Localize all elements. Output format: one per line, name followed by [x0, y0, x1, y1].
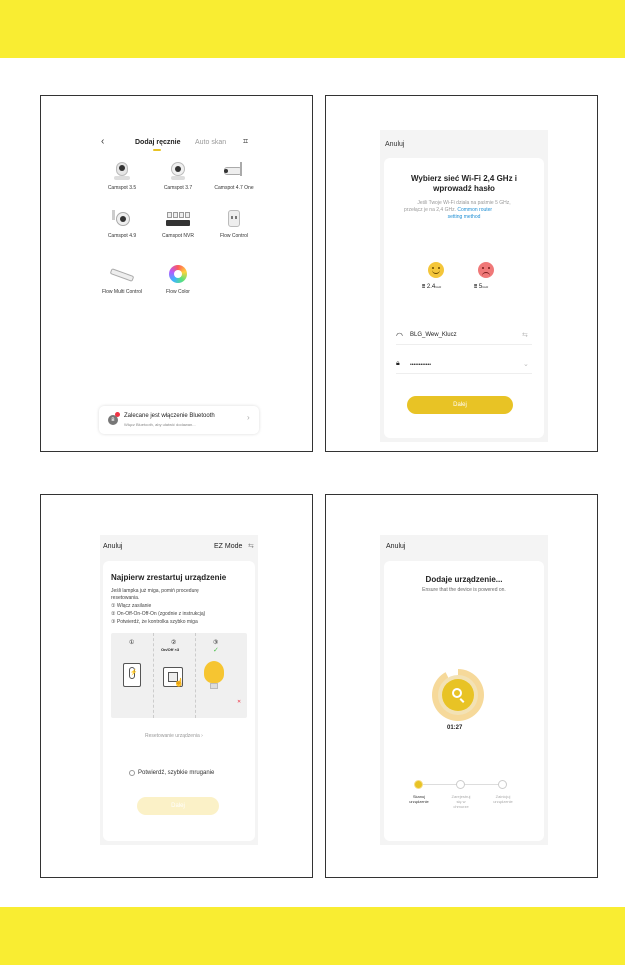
check-icon: ✓	[213, 647, 219, 654]
sad-face-icon	[478, 262, 494, 278]
wifi-card	[384, 158, 544, 438]
step-dot	[498, 780, 507, 789]
bullet-camera-icon	[222, 160, 246, 182]
ez-mode-label[interactable]: EZ Mode	[214, 543, 243, 550]
wifi-info-line1: Jeśli Twoje Wi-Fi działa na paśmie 5 GHz,	[417, 200, 511, 206]
lock-icon: 🔒︎	[396, 360, 400, 367]
tab-auto-scan[interactable]: Auto skan	[195, 139, 227, 146]
adding-title: Dodaje urządzenie...	[425, 575, 503, 584]
router-icon: ⩩	[474, 284, 478, 290]
step-2-number: ②	[171, 640, 177, 646]
reset-line-2: resetowania.	[111, 595, 140, 601]
wifi-info-text: przełącz je na 2,4 GHz.	[404, 207, 456, 213]
tab-manual-underline	[153, 149, 161, 151]
screen-wifi	[380, 130, 548, 442]
step-3-line1: Zainicjuj	[495, 794, 511, 799]
step-dot-active	[414, 780, 423, 789]
step-1-number: ①	[129, 640, 135, 646]
search-icon	[452, 688, 462, 698]
power-strip-icon	[110, 264, 134, 286]
tab-manual[interactable]: Dodaj ręcznie	[135, 139, 181, 146]
reset-illustration	[111, 633, 247, 718]
panel-reset	[40, 494, 313, 878]
bluetooth-icon: ʙ	[108, 415, 118, 425]
switch-network-icon[interactable]: ⇆	[522, 332, 528, 339]
timer: 01:27	[447, 725, 463, 731]
router-help-link[interactable]: Common router	[457, 207, 493, 213]
cancel-link[interactable]: Anuluj	[385, 141, 405, 148]
step-2-line2: się w	[456, 799, 466, 804]
screen-reset	[100, 535, 258, 845]
device-flow-color[interactable]	[153, 264, 203, 295]
bluetooth-subtitle: Włącz Bluetooth, aby ułatwić dodawan...	[124, 422, 196, 427]
device-label: Flow Control	[219, 233, 249, 239]
bulb-base	[210, 683, 218, 689]
chevron-down-icon[interactable]: ⌄	[523, 361, 529, 368]
step-2-line1: Zarejestruj	[451, 794, 471, 799]
reset-line-3: ① Włącz zasilanie	[111, 603, 152, 609]
switch-mode-icon[interactable]: ⇆	[248, 543, 254, 550]
device-camspot-35[interactable]	[97, 160, 147, 191]
confirm-radio[interactable]	[129, 770, 135, 776]
camera-icon	[166, 160, 190, 182]
reset-line-5: ③ Potwierdź, że kontrolka szybko miga	[111, 619, 198, 625]
band-24ghz	[422, 284, 441, 291]
band-5-unit: GHz	[482, 285, 489, 289]
step-3-label	[488, 794, 518, 804]
bottom-yellow-band	[0, 907, 625, 965]
reset-help-link-text: Resetowanie urządzenia	[145, 733, 200, 739]
next-button-disabled[interactable]: Dalej	[137, 797, 219, 815]
device-camspot-47[interactable]	[209, 160, 259, 191]
step-2-label	[446, 794, 476, 809]
ptz-camera-icon	[110, 208, 134, 230]
step-1-line2: urządzenie	[409, 799, 429, 804]
device-camspot-49[interactable]	[97, 208, 147, 239]
bluetooth-banner[interactable]	[99, 406, 259, 434]
device-label: Camspot NVR	[162, 233, 194, 239]
step-1-line1: Skanuj	[412, 794, 426, 799]
nvr-icon	[166, 208, 190, 230]
password-field[interactable]	[396, 360, 532, 374]
adding-subtitle: Ensure that the device is powered on.	[422, 587, 506, 593]
reset-line-4: ② On-Off-On-Off-On (zgodnie z instrukcją)	[111, 611, 206, 617]
device-label: Flow Multi Control	[101, 289, 142, 295]
color-bulb-icon	[166, 264, 190, 286]
divider	[153, 633, 154, 718]
camera-icon	[110, 160, 134, 182]
band-5-value: 5	[478, 284, 483, 290]
step-2-line3: chmurze	[453, 804, 469, 809]
wifi-title-line2: wprowadź hasło	[433, 184, 495, 193]
chevron-right-icon: ›	[247, 413, 250, 422]
device-flow-control[interactable]	[209, 208, 259, 239]
divider	[195, 633, 196, 718]
smart-plug-icon	[222, 208, 246, 230]
wifi-title-line1: Wybierz sieć Wi-Fi 2,4 GHz i	[410, 174, 518, 183]
back-icon[interactable]: ‹	[101, 136, 105, 147]
screen-adding	[380, 535, 548, 845]
step-dot	[456, 780, 465, 789]
scan-icon[interactable]: ⌗	[243, 136, 249, 146]
bluetooth-title: Zalecane jest włączenie Bluetooth	[124, 413, 215, 419]
reset-help-link[interactable]: Resetowanie urządzenia ›	[145, 733, 203, 739]
error-x-icon: ✕	[237, 699, 242, 705]
next-button[interactable]: Dalej	[407, 396, 513, 414]
top-yellow-band	[0, 0, 625, 58]
panel-wifi	[325, 95, 598, 452]
router-icon: ⩩	[422, 284, 426, 290]
device-camspot-nvr[interactable]	[153, 208, 203, 239]
switch-press-icon: ☝	[163, 667, 183, 687]
device-label: Camspot 4.7 One	[214, 185, 254, 191]
device-label: Flow Color	[166, 289, 190, 295]
cancel-link[interactable]: Anuluj	[103, 543, 123, 550]
router-help-link-2[interactable]: setting method	[447, 214, 481, 220]
device-label: Camspot 3.7	[163, 185, 193, 191]
device-flow-multi-control[interactable]	[97, 264, 147, 295]
step-3-line2: urządzenie	[493, 799, 513, 804]
cancel-link[interactable]: Anuluj	[386, 543, 406, 550]
confirm-label[interactable]: Potwierdź, szybkie mruganie	[138, 770, 215, 776]
lightbulb-icon	[204, 661, 224, 683]
ssid-field[interactable]	[396, 331, 532, 345]
onoff-label: On/Off ×3	[161, 647, 180, 652]
reset-line-1: Jeśli lampka już miga, pomiń procedurę	[111, 588, 199, 594]
band-5ghz	[474, 284, 488, 291]
reset-card	[103, 561, 255, 841]
wifi-icon: ◠	[396, 331, 403, 340]
band-24-unit: GHz	[435, 285, 442, 289]
password-value: ••••••••••••	[410, 362, 432, 368]
band-24-value: 2.4	[426, 284, 436, 290]
device-label: Camspot 3.5	[107, 185, 137, 191]
panel-adding	[325, 494, 598, 878]
device-label: Camspot 4.9	[107, 233, 137, 239]
wifi-info-line2	[404, 207, 492, 213]
power-plug-icon: ⚡	[123, 663, 141, 687]
adding-card	[384, 561, 544, 841]
step-3-number: ③	[213, 640, 219, 646]
reset-title: Najpierw zrestartuj urządzenie	[111, 573, 227, 582]
panel-add-device	[40, 95, 313, 452]
device-camspot-37[interactable]	[153, 160, 203, 191]
alert-dot	[115, 412, 120, 417]
ssid-value: BLG_Wew_Klucz	[410, 332, 457, 338]
step-1-label	[404, 794, 434, 804]
happy-face-icon	[428, 262, 444, 278]
screen-add-device	[95, 130, 263, 448]
